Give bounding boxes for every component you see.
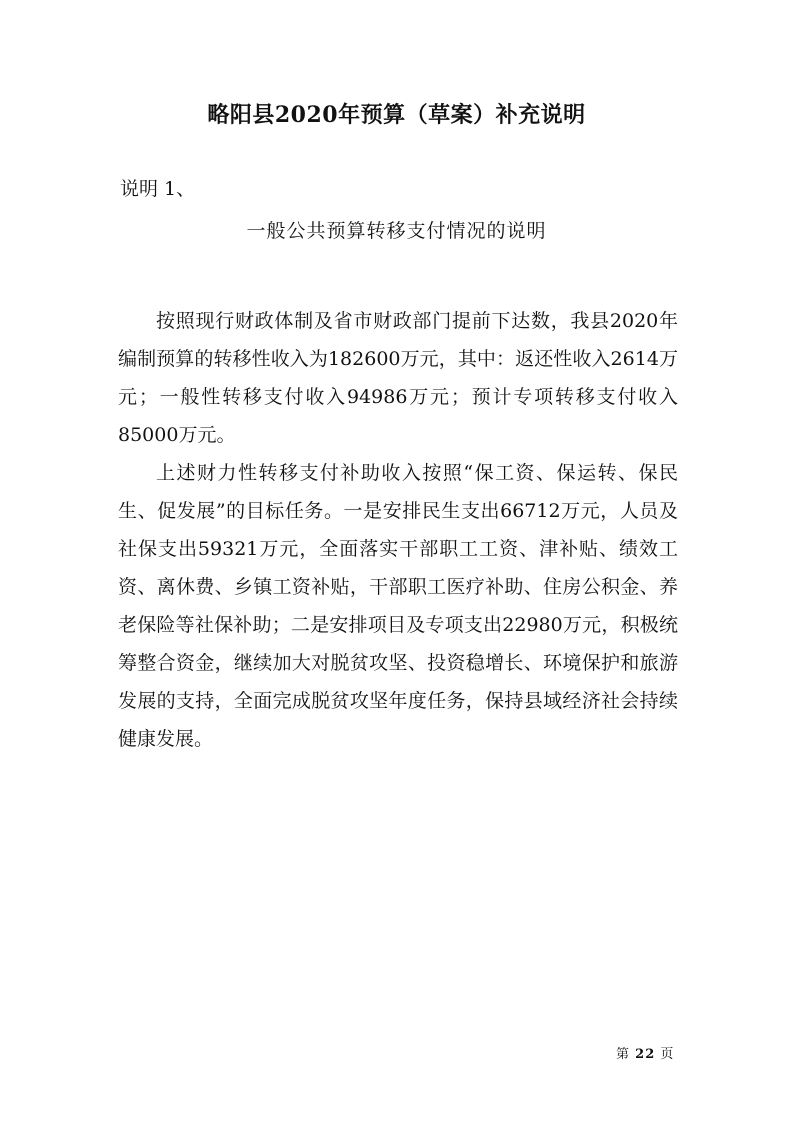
page-number [616,1043,674,1062]
page-number-prefix: 第 [616,1047,631,1062]
paragraph-2: 上述财力性转移支付补助收入按照“保工资、保运转、保民生、促发展”的目标任务。一是安排民生支出66712万元，人员及社保支出59321万元，全面落实干部职工工资、津补贴、绩效工资、离休费、乡镇工资补贴，干部职工医疗补助、住房公积金、养老保险等社保补助；二是安排项目及专项支出22980万元，积极统筹整合资金，继续加大对脱贫攻坚、投资稳增长、环境保护和旅游发展的支持，全面完成脱贫攻坚年度任务，保持县域经济社会持续健康发展。 [118,462,678,750]
page-number-suffix: 页 [660,1047,675,1062]
document-body [118,302,678,758]
document-title: 略阳县2020年预算（草案）补充说明 [207,102,586,128]
section-subtitle: 一般公共预算转移支付情况的说明 [246,220,547,242]
paragraph-1: 按照现行财政体制及省市财政部门提前下达数，我县2020年编制预算的转移性收入为182600万元，其中：返还性收入2614万元；一般性转移支付收入94986万元；预计专项转移支付收入85000万元。 [118,310,678,446]
section-label: 说明 1、 [120,178,196,200]
page-number-value: 22 [635,1047,656,1062]
